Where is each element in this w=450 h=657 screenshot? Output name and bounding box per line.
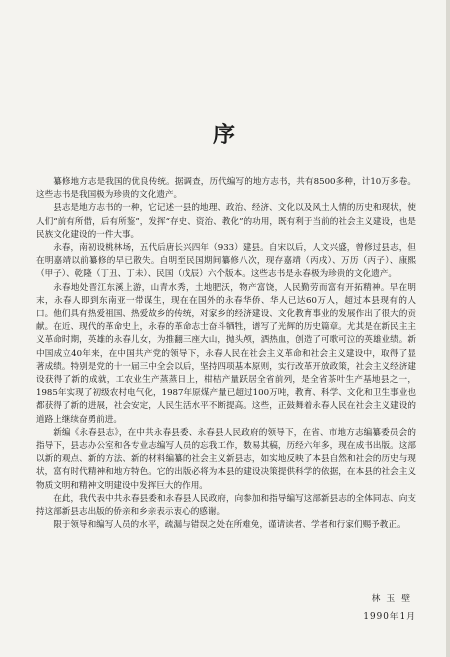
paragraph: 永春地处晋江东溪上游，山青水秀，土地肥沃，物产富饶，人民勤劳而富有开拓精神。早在明末，永春人即到东南亚一带谋生，现在在国外的永春华侨、华人已达60万人，超过本县现有的人口。他们具有热爱祖国、热爱故乡的传统，对家乡的经济建设、文化教育事业的发展作出了很大的贡献。在近、现代的革命史上，永春的革命志士奋斗牺牲，谱写了光辉的历史篇章。尤其是在新民主主义革命时期，英雄的永春儿女，为推翻三座大山，抛头颅，洒热血，创造了可歌可泣的英雄业绩。新中国成立40年来，在中国共产党的领导下，永春人民在社会主义革命和社会主义建设中，取得了显著成绩。特别是党的十一届三中全会以后，坚持四项基本原则，实行改革开放政策，社会主义经济建设获得了新的成就，工农业生产蒸蒸日上，柑桔产量跃居全省前列，是全省茶叶生产基地县之一，1985年实现了初级农村电气化，1987年原煤产量已超过100万吨，教育、科学、文化和卫生事业也都获得了新的进展，社会安定，人民生活水平不断提高。这些，正鼓舞着永春人民在社会主义建设的道路上继续奋勇前进。 — [36, 282, 416, 425]
paragraph: 纂修地方志是我国的优良传统。据调查，历代编写的地方志书，共有8500多种，计10万多卷。这些志书是我国极为珍贵的文化遗产。 — [36, 177, 416, 201]
paragraph: 限于领导和编写人员的水平，疏漏与错误之处在所难免，谨请读者、学者和行家们赐予教正。 — [53, 520, 406, 531]
author-signature: 林玉壁 — [371, 594, 416, 604]
paragraph: 在此，我代表中共永春县委和永春县人民政府，向参加和指导编写这部新县志的全体同志、向支持这部新县志出版的侨亲和乡亲表示衷心的感谢。 — [36, 493, 416, 518]
signature-date: 1990年1月 — [363, 612, 416, 622]
paragraph: 永春，南初设桃林场，五代后唐长兴四年（933）建县。自宋以后，人文兴盛，曾修过县志，但在明嘉靖以前纂修的早已散失。自明至民国期间纂修八次，现存嘉靖（丙戌）、万历（丙子）、康熙（甲子）、乾隆（丁丑、丁未）、民国（戊辰）六个版本。这些志书是永春极为珍贵的文化遗产。 — [36, 243, 416, 280]
paragraph: 新编《永春县志》，在中共永春县委、永春县人民政府的领导下，在省、市地方志编纂委员会的指导下，县志办公室和各专业志编写人员的忘我工作，数易其稿，历经六年多，现在成书出版。这部以新的观点、新的方法、新的材料编纂的社会主义新县志，如实地反映了本县自然和社会的历史与现状，富有时代精神和地方特色。它的出版必将为本县的建设决策提供科学的依据，在本县的社会主义物质文明和精神文明建设中发挥巨大的作用。 — [36, 427, 416, 491]
page-title: 序 — [212, 122, 237, 148]
scan-edge — [446, 0, 450, 657]
paragraph: 县志是地方志书的一种，它记述一县的地理、政治、经济、文化以及风土人情的历史和现状，使人们“前有所借，后有所鉴”，发挥“存史、资治、教化”的功用，既有利于当前的社会主义建设，也是民族文化建设的一件大事。 — [36, 203, 416, 240]
preface-body — [36, 176, 416, 532]
